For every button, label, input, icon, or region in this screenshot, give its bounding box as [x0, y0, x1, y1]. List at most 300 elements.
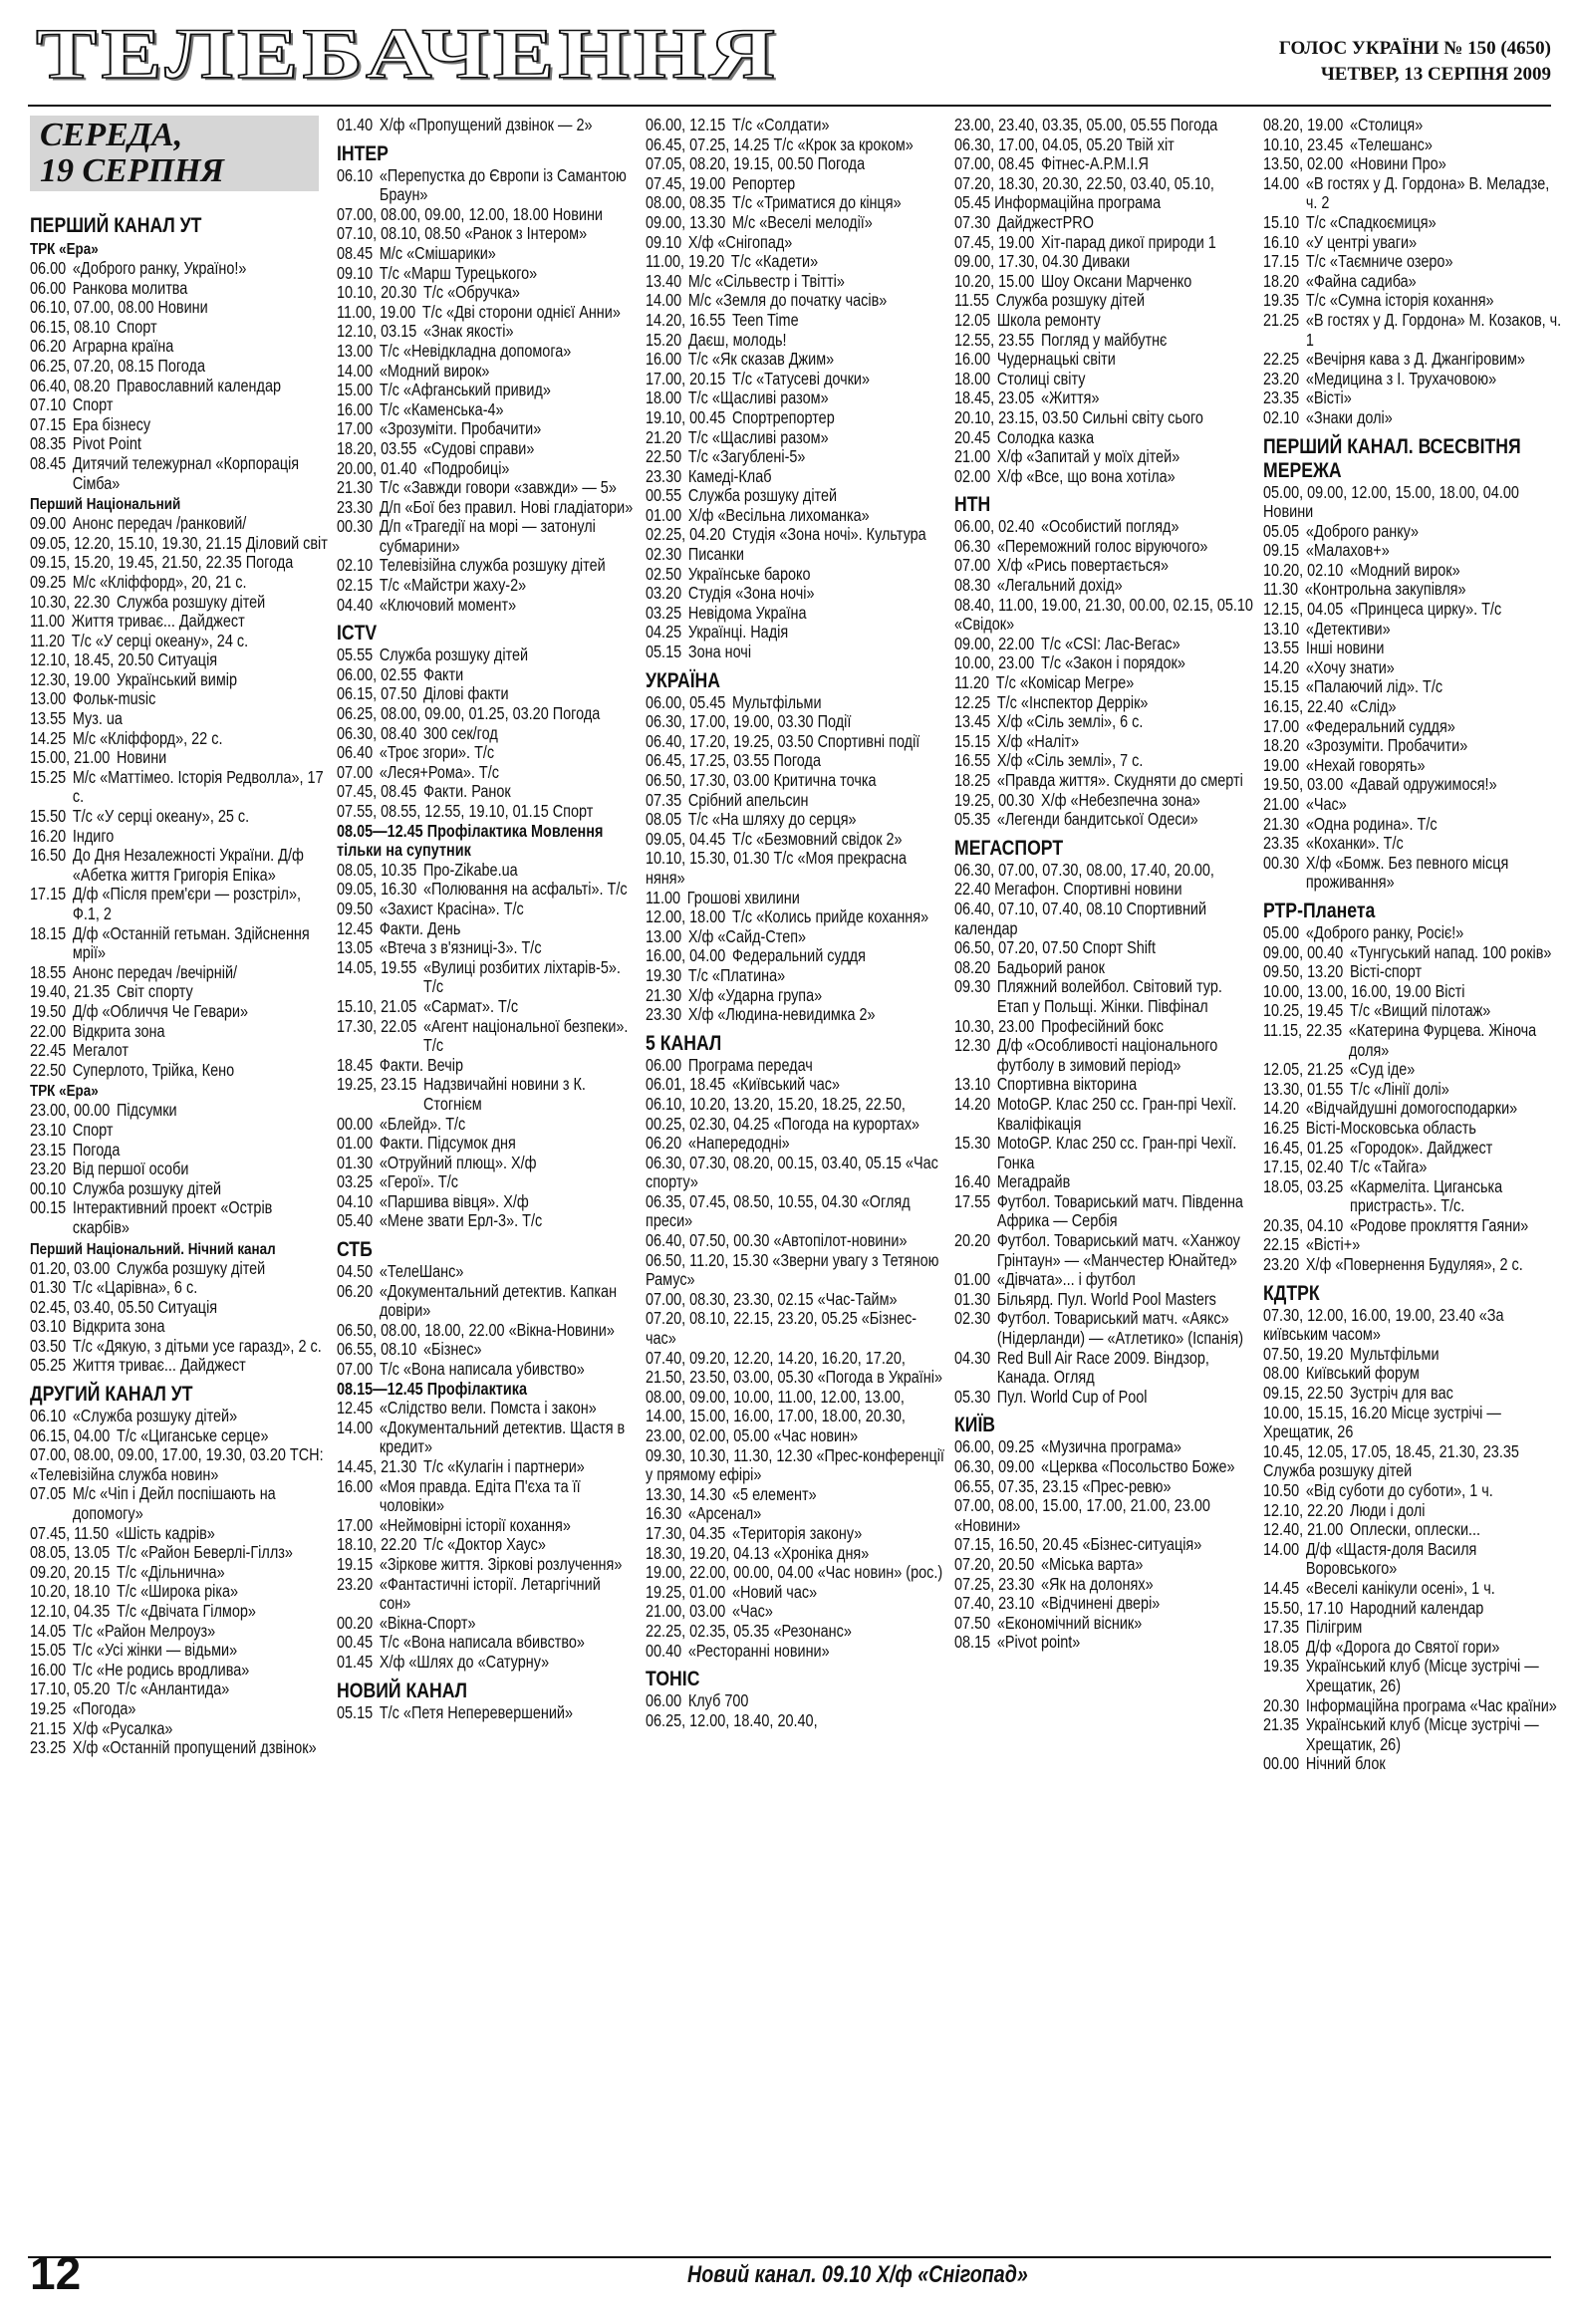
channel-name: ICTV: [337, 622, 378, 646]
program-item: [1263, 736, 1562, 756]
program-item: [646, 907, 944, 927]
program-title: Т/с «Доктор Хаус»: [423, 1534, 546, 1555]
program-title: Информаційна програма: [994, 192, 1162, 213]
program-time: 15.15: [1263, 676, 1300, 697]
program-item: [646, 1711, 944, 1731]
program-time: 07.05, 08.20, 19.15, 00.50: [646, 153, 814, 174]
program-title: Pivot Point: [72, 433, 141, 454]
program-spacer: [681, 1504, 688, 1524]
program-time: 15.30: [954, 1133, 991, 1154]
program-item: [646, 545, 944, 565]
program-title: 300 сек/год: [423, 722, 498, 743]
section-title: ТЕЛЕБАЧЕННЯ: [36, 14, 779, 94]
program-time: 06.00, 02.55: [337, 663, 417, 684]
program-time: 07.20, 18.30, 20.30, 22.50, 03.40, 05.10, 05.45: [954, 172, 1214, 213]
program-title: «Автопілот-новини»: [773, 1230, 908, 1251]
program-item: [954, 1309, 1253, 1348]
program-title: «Захист Красіна». Т/с: [379, 898, 524, 918]
program-title: Невідома Україна: [687, 602, 807, 623]
program-spacer: [990, 537, 997, 557]
program-title: «Телешанс»: [1350, 133, 1433, 154]
program-time: 06.30, 07.30, 08.20, 00.15, 03.40, 05.15: [646, 1152, 902, 1172]
program-item: [646, 1056, 944, 1076]
program-time: 06.50, 08.00, 18.00, 22.00: [337, 1319, 505, 1340]
program-time: 08.35: [30, 433, 67, 454]
program-title: «Коханки». Т/с: [1305, 833, 1404, 854]
program-time: 18.00: [646, 387, 682, 408]
program-item: [1263, 1442, 1562, 1481]
program-time: 08.40, 11.00, 19.00, 21.30, 00.00, 02.15, 05.10: [954, 594, 1253, 615]
program-time: 07.45, 19.00: [954, 231, 1035, 252]
program-spacer: [110, 377, 117, 396]
program-item: [1263, 174, 1562, 213]
program-item: [954, 233, 1253, 253]
program-spacer: [1299, 311, 1306, 350]
program-item: [30, 1022, 329, 1042]
program-item: [1263, 1520, 1562, 1540]
program-title: Д/ф «Останній гетьман. Здійснення мрії»: [72, 922, 310, 963]
program-spacer: [1299, 1715, 1306, 1754]
program-time: 05.15: [646, 642, 682, 662]
program-title: Інші новини: [1305, 638, 1385, 658]
program-item: [954, 556, 1253, 576]
program-spacer: [1299, 795, 1306, 815]
program-time: 07.00, 08.00, 09.00, 12.00, 18.00: [337, 203, 549, 224]
program-spacer: [1299, 522, 1306, 542]
program-time: 11.30: [1263, 579, 1299, 600]
program-spacer: [66, 1160, 73, 1179]
program-time: 06.20: [337, 1280, 374, 1301]
program-title: «Моя правда. Едіта П'єха та її чоловіки»: [379, 1475, 581, 1516]
program-item: [954, 1633, 1253, 1653]
program-spacer: [1299, 1119, 1306, 1139]
program-title: Мегалот: [72, 1040, 129, 1061]
program-time: 07.00: [954, 555, 991, 576]
program-title: «Дівчата»... і футбол: [996, 1269, 1136, 1290]
program-title: «Міська варта»: [1041, 1553, 1144, 1574]
program-item: [337, 205, 636, 225]
program-time: 06.00, 05.45: [646, 691, 726, 712]
program-title: «Нехай говорять»: [1305, 754, 1426, 775]
program-item: [30, 377, 329, 396]
program-spacer: [416, 782, 423, 802]
program-item: [1263, 408, 1562, 428]
program-title: Спортивні події: [817, 730, 920, 751]
program-spacer: [990, 311, 997, 331]
program-time: 09.15, 22.50: [1263, 1383, 1344, 1404]
program-time: 12.25: [954, 691, 991, 712]
program-item: [1263, 600, 1562, 620]
program-time: 12.40, 21.00: [1263, 1519, 1344, 1540]
program-spacer: [416, 322, 423, 342]
program-time: 17.15, 02.40: [1263, 1157, 1344, 1177]
program-spacer: [66, 827, 73, 847]
program-title: «Прес-ревю»: [1082, 1475, 1172, 1496]
program-title: «Від суботи до суботи», 1 ч.: [1305, 1480, 1493, 1500]
program-spacer: [1299, 1638, 1306, 1658]
program-item: [954, 331, 1253, 351]
program-item: [337, 704, 636, 724]
program-time: 00.45: [337, 1632, 374, 1653]
program-spacer: [416, 439, 423, 459]
program-time: 13.50, 02.00: [1263, 153, 1344, 174]
program-item: [954, 771, 1253, 791]
program-title: «Служба розшуку дітей»: [72, 1406, 238, 1426]
program-item: [30, 1641, 329, 1661]
program-item: [646, 986, 944, 1006]
program-time: 23.20: [1263, 368, 1300, 388]
program-time: 04.50: [337, 1261, 374, 1282]
program-time: 12.05, 21.25: [1263, 1059, 1344, 1080]
program-time: 23.30: [337, 496, 374, 517]
program-title: Т/с «Щасливі разом»: [687, 426, 829, 447]
program-item: [1263, 1306, 1562, 1345]
program-title: Х/ф «Шлях до «Сатурну»: [379, 1651, 550, 1672]
program-item: [30, 1699, 329, 1719]
program-title: «Бізнес»: [423, 1339, 482, 1360]
program-spacer: [1299, 213, 1306, 233]
program-item: [337, 1056, 636, 1076]
channel-name: ПЕРШИЙ КАНАЛ УТ: [30, 214, 202, 237]
channel-name: МЕГАСПОРТ: [954, 836, 1064, 860]
program-spacer: [66, 1622, 73, 1642]
program-item: [337, 400, 636, 420]
program-item: [30, 514, 329, 534]
program-title: Т/с «Платина»: [687, 964, 786, 985]
program-item: [954, 977, 1253, 1016]
program-title: Х/ф «Наліт»: [996, 730, 1080, 751]
program-spacer: [373, 1555, 380, 1575]
program-time: 06.01, 18.45: [646, 1074, 726, 1095]
program-spacer: [110, 1602, 117, 1622]
program-item: [30, 768, 329, 807]
program-title: «Втеча з в'язниці-3». Т/с: [379, 937, 542, 958]
program-item: [337, 1575, 636, 1614]
program-item: [954, 1017, 1253, 1037]
program-time: 15.50, 17.10: [1263, 1597, 1344, 1618]
program-item: [337, 1516, 636, 1536]
program-spacer: [373, 1360, 380, 1380]
program-title: Т/с «Безмовний свідок 2»: [732, 828, 903, 849]
program-spacer: [373, 1056, 380, 1076]
program-time: 07.15, 16.50, 20.45: [954, 1534, 1079, 1555]
program-spacer: [66, 1061, 73, 1081]
program-item: [646, 830, 944, 850]
program-time: 06.25, 07.20, 08.15: [30, 355, 154, 376]
program-item: [337, 419, 636, 439]
program-time: 07.25, 23.30: [954, 1573, 1035, 1594]
program-time: 16.00: [954, 349, 991, 370]
program-title: «Зрозуміти. Пробачити»: [1305, 735, 1468, 756]
program-title: Факти. День: [379, 917, 461, 938]
program-title: «Економічний вісник»: [996, 1612, 1143, 1633]
program-time: 13.05: [337, 937, 374, 958]
program-time: 12.10, 18.45, 20.50: [30, 649, 154, 670]
program-item: [1263, 1255, 1562, 1275]
program-spacer: [681, 447, 688, 467]
program-time: 02.30: [646, 544, 682, 565]
program-spacer: [66, 1141, 73, 1161]
program-spacer: [1343, 1599, 1350, 1619]
program-time: 05.55: [337, 645, 374, 665]
program-item: [30, 1141, 329, 1161]
program-item: [646, 1583, 944, 1603]
program-title: Д/ф «Особливості національного футболу в зимовий період»: [996, 1035, 1218, 1075]
program-item: [1263, 154, 1562, 174]
program-item: [954, 350, 1253, 370]
program-item: [954, 467, 1253, 487]
program-spacer: [725, 311, 732, 331]
program-title: Служба розшуку дітей: [117, 1257, 266, 1278]
program-item: [30, 1661, 329, 1680]
schedule-column-1: [30, 207, 329, 1758]
program-title: «Як на долонях»: [1041, 1573, 1154, 1594]
program-title: Погода: [245, 552, 294, 573]
program-time: 06.30: [954, 535, 991, 556]
program-spacer: [416, 1017, 423, 1056]
program-spacer: [1343, 1501, 1350, 1521]
program-item: [646, 408, 944, 428]
program-spacer: [66, 1179, 73, 1199]
program-title: Чудернацькі світи: [996, 349, 1116, 370]
program-item: [30, 454, 329, 493]
program-title: Х/ф «Весільна лихоманка»: [687, 504, 870, 525]
program-spacer: [66, 1041, 73, 1061]
program-title: «Палаючий лід». Т/с: [1305, 676, 1443, 697]
program-time: 18.25: [954, 770, 991, 790]
program-spacer: [990, 1036, 997, 1075]
program-title: Твій хіт: [1126, 133, 1175, 154]
program-time: 14.45: [1263, 1577, 1300, 1598]
program-spacer: [66, 768, 73, 807]
program-title: Спортивний календар: [954, 898, 1207, 938]
program-title: «Час»: [1305, 794, 1347, 814]
program-spacer: [681, 506, 688, 526]
program-item: [646, 486, 944, 506]
program-spacer: [1034, 1594, 1041, 1614]
program-time: 09.15, 15.20, 19.45, 21.50, 22.35: [30, 552, 242, 573]
program-item: [1263, 541, 1562, 561]
program-title: Т/с «Район Беверлі-Гіллз»: [117, 1542, 293, 1563]
program-time: 06.30, 07.00, 07.30, 08.00, 17.40, 20.00, 22.40: [954, 859, 1214, 900]
program-title: Х/ф «Русалка»: [72, 1717, 173, 1738]
program-time: 03.25: [646, 602, 682, 623]
program-time: 21.30: [1263, 813, 1300, 834]
program-title: Новини: [552, 203, 603, 224]
program-title: «Знак якості»: [423, 321, 514, 342]
program-item: [1263, 1080, 1562, 1100]
program-title: Т/с «Кадети»: [730, 251, 819, 272]
program-time: 23.35: [1263, 833, 1300, 854]
program-title: «Погода»: [72, 1697, 136, 1718]
program-time: 20.20: [954, 1230, 991, 1251]
program-spacer: [66, 1278, 73, 1298]
program-item: [30, 612, 329, 632]
program-title: М/с «Чіп і Дейл поспішають на допомогу»: [72, 1483, 276, 1524]
program-time: 06.45, 17.25, 03.55: [646, 750, 770, 771]
program-time: 05.25: [30, 1355, 67, 1376]
program-time: 06.25, 12.00, 18.40, 20.40,: [646, 1709, 818, 1730]
program-title: Новини: [157, 297, 208, 318]
program-title: «Зіркове життя. Зіркові розлучення»: [379, 1553, 623, 1574]
program-time: 18.30, 19.20, 04.13: [646, 1542, 770, 1563]
program-time: 08.45: [337, 242, 374, 263]
program-title: Ситуація: [157, 1296, 218, 1317]
program-spacer: [66, 1022, 73, 1042]
program-item: [646, 1524, 944, 1544]
program-title: Грошові хвилини: [686, 887, 800, 907]
program-title: Мультфільми: [732, 691, 822, 712]
program-time: 08.05: [646, 809, 682, 830]
program-item: [954, 1231, 1253, 1270]
program-spacer: [66, 807, 73, 827]
program-title: MotoGP. Клас 250 сс. Гран-прі Чехії. Гонка: [996, 1133, 1237, 1172]
channel-subheading: Перший Національний. Нічний канал: [30, 1240, 276, 1258]
program-title: Х/ф «Запитай у моїх дітей»: [996, 446, 1180, 467]
program-item: [646, 525, 944, 545]
program-item: [646, 1446, 944, 1485]
program-time: 17.35: [1263, 1617, 1300, 1638]
program-title: Український клуб (Місце зустрічі — Хрещатик, 26): [1305, 1656, 1539, 1695]
program-time: 09.00, 13.30: [646, 211, 726, 232]
program-time: 06.15, 04.00: [30, 1424, 111, 1445]
program-item: [954, 1555, 1253, 1575]
program-title: Спорт: [117, 316, 157, 337]
program-time: 00.20: [337, 1612, 374, 1633]
program-spacer: [990, 350, 997, 370]
program-spacer: [990, 771, 997, 791]
program-spacer: [681, 1056, 688, 1076]
program-time: 02.10: [337, 555, 374, 576]
program-spacer: [373, 1419, 380, 1457]
program-time: 00.00: [1263, 1753, 1300, 1774]
program-time: 06.55, 07.35, 23.15: [954, 1475, 1079, 1496]
program-title: Red Bull Air Race 2009. Віндзор, Канада. Огляд: [996, 1347, 1209, 1388]
program-title: Православний календар: [117, 375, 282, 395]
program-item: [30, 1337, 329, 1357]
program-time: 14.00: [337, 360, 374, 381]
program-spacer: [416, 665, 423, 685]
program-spacer: [990, 1309, 997, 1348]
program-title: Життя триває... Дайджест: [72, 1355, 246, 1376]
program-time: 09.00: [30, 513, 67, 534]
program-title: Оплески, оплески...: [1350, 1519, 1481, 1540]
program-spacer: [110, 1679, 117, 1699]
program-time: 00.40: [646, 1640, 682, 1661]
program-item: [337, 802, 636, 822]
program-title: Суперлото, Трійка, Кено: [72, 1059, 235, 1080]
program-spacer: [1299, 272, 1306, 292]
program-time: 09.00, 00.40: [1263, 941, 1344, 962]
program-spacer: [416, 283, 423, 303]
program-item: [337, 478, 636, 498]
program-time: 10.10, 20.30: [337, 282, 417, 303]
program-item: [646, 233, 944, 253]
program-title: Вісті-Московська область: [1305, 1117, 1476, 1138]
program-time: 10.25, 19.45: [1263, 1000, 1344, 1021]
program-spacer: [1299, 541, 1306, 561]
program-title: Т/с «Триматися до кінця»: [732, 192, 902, 213]
program-title: «Вісті»: [1305, 387, 1352, 408]
program-time: 00.10: [30, 1177, 67, 1198]
program-title: «Одна родина». Т/с: [1305, 813, 1438, 834]
program-item: [646, 506, 944, 526]
program-time: 04.40: [337, 594, 374, 615]
program-title: «Час новин»: [773, 1425, 859, 1445]
program-item: [954, 1036, 1253, 1075]
program-title: Т/с «Спадкоємиця»: [1305, 211, 1437, 232]
program-item: [337, 1457, 636, 1477]
channel-name: ПЕРШИЙ КАНАЛ. ВСЕСВІТНЯ МЕРЕЖА: [1263, 434, 1521, 482]
program-spacer: [1343, 561, 1350, 581]
program-title: М/с «Кліффорд», 22 с.: [72, 727, 223, 748]
program-spacer: [1299, 1657, 1306, 1695]
program-item: [954, 272, 1253, 292]
program-time: 19.50, 03.00: [1263, 774, 1344, 795]
program-spacer: [110, 593, 117, 613]
program-item: [646, 1485, 944, 1505]
program-item: [1263, 658, 1562, 678]
program-item: [30, 259, 329, 279]
program-spacer: [681, 986, 688, 1006]
program-title: Т/с «Район Мелроуз»: [72, 1620, 216, 1641]
program-time: 17.30, 22.05: [337, 1015, 417, 1036]
program-time: 16.00: [30, 1659, 67, 1679]
program-item: [30, 963, 329, 983]
footer-rule: [28, 2256, 1551, 2258]
program-time: 10.10, 23.45: [1263, 133, 1344, 154]
program-spacer: [66, 279, 73, 299]
program-item: [337, 763, 636, 783]
program-title: Студія «Зона ночі»: [687, 583, 815, 604]
program-title: Т/с «Солдати»: [732, 115, 830, 134]
program-item: [337, 1192, 636, 1212]
program-spacer: [1034, 154, 1041, 174]
program-time: 08.00: [1263, 1363, 1300, 1384]
program-spacer: [725, 408, 732, 428]
program-spacer: [1299, 350, 1306, 370]
program-spacer: [1298, 580, 1305, 600]
program-item: [646, 565, 944, 585]
program-title: Служба розшуку дітей: [1263, 1460, 1413, 1481]
program-time: 18.05: [1263, 1636, 1300, 1657]
program-item: [1263, 1139, 1562, 1159]
program-time: 07.45, 19.00: [646, 172, 726, 193]
program-spacer: [1299, 677, 1306, 697]
program-spacer: [681, 486, 688, 506]
program-time: 01.30: [30, 1277, 67, 1298]
program-spacer: [681, 584, 688, 604]
program-title: Футбол. Товариський матч. Південна Африка — Сербія: [996, 1190, 1243, 1231]
program-title: Т/с «Широка ріка»: [117, 1581, 239, 1602]
program-time: 06.30, 09.00: [954, 1456, 1035, 1476]
channel-name: РТР-Планета: [1263, 899, 1376, 922]
program-time: 19.35: [1263, 1656, 1300, 1677]
program-spacer: [680, 889, 687, 908]
program-title: Писанки: [687, 544, 744, 565]
program-spacer: [990, 370, 997, 389]
program-time: 07.30: [954, 211, 991, 232]
program-item: [337, 958, 636, 997]
program-item: [646, 623, 944, 643]
program-item: [1263, 815, 1562, 835]
program-title: Програма передач: [687, 1054, 813, 1075]
program-spacer: [681, 233, 688, 253]
program-item: [337, 938, 636, 958]
program-spacer: [373, 576, 380, 596]
program-title: Т/с «Комісар Мегре»: [995, 672, 1135, 693]
program-item: [1263, 1099, 1562, 1119]
